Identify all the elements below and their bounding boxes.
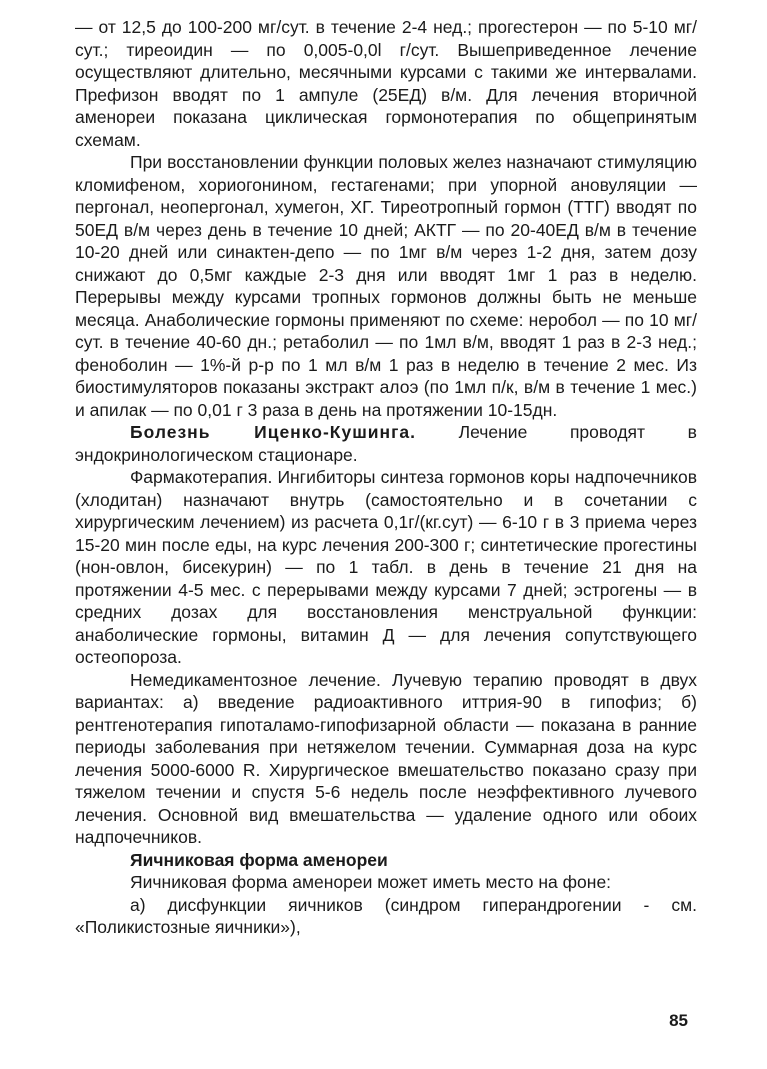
cushing-heading: Болезнь Иценко-Кушинга. — [130, 422, 417, 442]
page-body — [75, 16, 697, 939]
paragraph-ovarian-intro: Яичниковая форма аменореи может иметь место на фоне: — [130, 872, 612, 892]
cushing-text: Лечение проводят в эндокринологическом стационаре. — [75, 422, 697, 465]
page-number: 85 — [669, 1011, 688, 1030]
paragraph-pharmacotherapy: Фармакотерапия. Ингибиторы синтеза гормонов коры надпочечников (хлодитан) назначают внутрь (самостоятельно и в сочетании с хирургическим лечением) из расчета 0,1г/(кг.сут) — 6-10 г в 3 приема через 15-20 мин после еды, на курс лечения 200-300 г; синтетические прогестины (нон-овлон, бисекурин) — по 1 табл. в день в течение 21 дня на протяжении 4-5 мес. с перерывами между курсами 7 дней; эстрогены — в средних дозах для восстановления менструальной функции: анаболические гормоны, витамин Д — для лечения сопутствующего остеопороза. — [75, 467, 697, 667]
section-heading-ovarian-amenorrhea: Яичниковая форма аменореи — [130, 849, 388, 870]
paragraph-ovarian-item-a: а) дисфункции яичников (синдром гиперандрогении - см. «Поликистозные яичники»), — [75, 894, 697, 937]
paragraph-non-drug-treatment: Немедикаментозное лечение. Лучевую терапию проводят в двух вариантах: а) введение радиоактивного иттрия-90 в гипофиз; б) рентгенотерапия гипоталамо-гипофизарной области — показана в ранние периоды заболевания при нетяжелом течении. Суммарная доза на курс лечения 5000-6000 R. Хирургическое вмешательство показано сразу при тяжелом течении и спустя 5-6 недель после неэффективного лучевого лечения. Основной вид вмешательства — удаление одного или обоих надпочечников. — [75, 669, 697, 847]
paragraph-cushing-disease — [75, 421, 697, 466]
paragraph-continuation: — от 12,5 до 100-200 мг/сут. в течение 2-4 нед.; прогестерон — по 5-10 мг/сут.; тиреоидин — по 0,005-0,0l г/сут. Вышеприведенное лечение осуществляют длительно, месячными курсами с такими же интервалами. Префизон вводят по 1 ампуле (25ЕД) в/м. Для лечения вторичной аменореи показана циклическая гормонотерапия по общепринятым схемам. — [75, 17, 697, 150]
paragraph-gonad-stimulation: При восстановлении функции половых желез назначают стимуляцию кломифеном, хориогонином, гестагенами; при упорной ановуляции — пергонал, неопергонал, хумегон, ХГ. Тиреотропный гормон (ТТГ) вводят по 50ЕД в/м через день в течение 10 дней; АКТГ — по 20-40ЕД в/м в течение 10-20 дней или синактен-депо — по 1мг в/м через 1-2 дня, затем дозу снижают до 0,5мг каждые 2-3 дня или вводят 1мг 1 раз в неделю. Перерывы между курсами тропных гормонов должны быть не меньше месяца. Анаболические гормоны применяют по схеме: неробол — по 10 мг/сут. в течение 40-60 дн.; ретаболил — по 1мл в/м, вводят 1 раз в 2-3 нед.; феноболин — 1%-й р-р по 1 мл в/м 1 раз в неделю в течение 2 мес. Из биостимуляторов показаны экстракт алоэ (по 1мл п/к, в/м в течение 1 мес.) и апилак — по 0,01 г 3 раза в день на протяжении 10-15дн. — [75, 152, 697, 420]
